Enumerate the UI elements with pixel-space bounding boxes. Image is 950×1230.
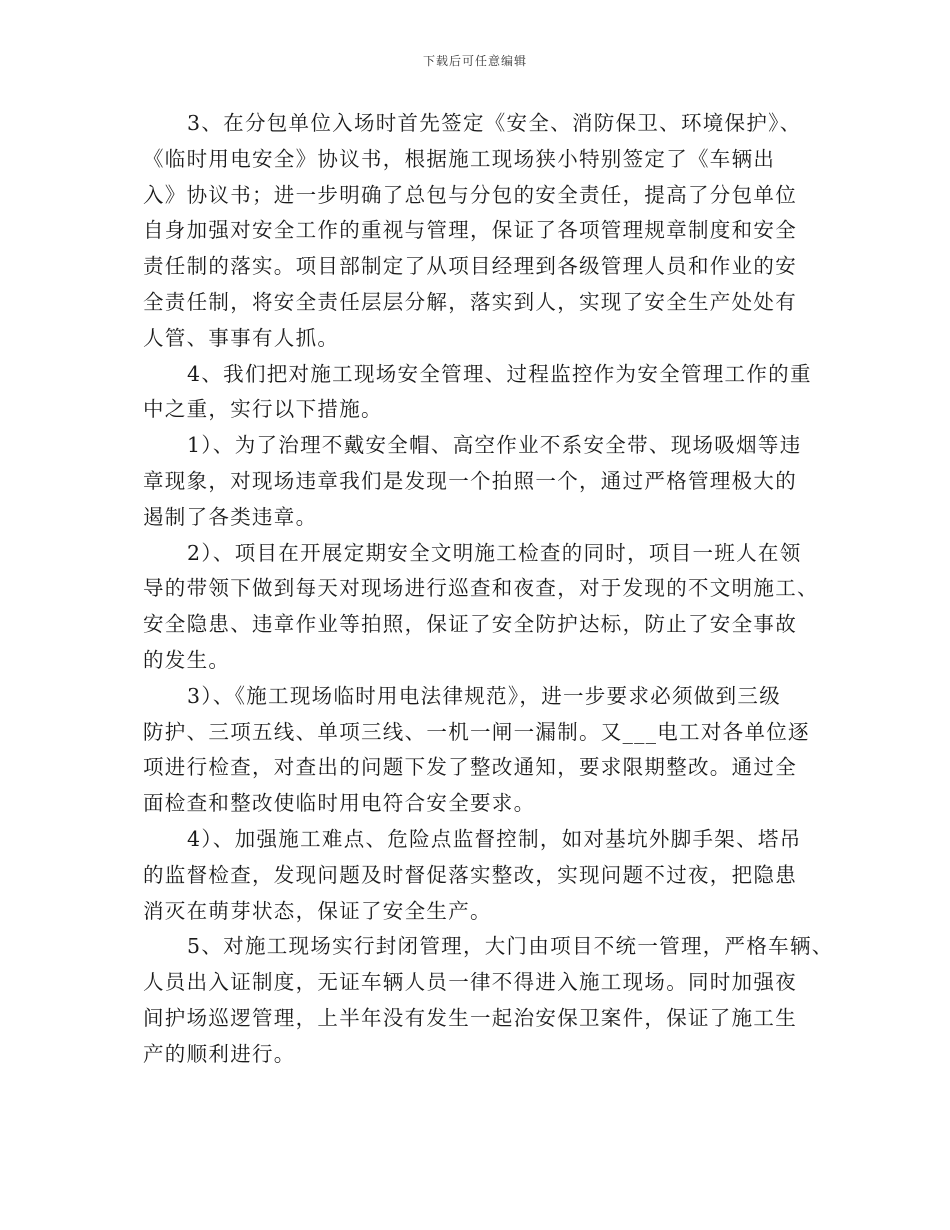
text-line: 《临时用电安全》协议书，根据施工现场狭小特别签定了《车辆出: [143, 146, 776, 171]
paragraph: [143, 106, 811, 357]
text-line: 1）、为了治理不戴安全帽、高空作业不系安全带、现场吸烟等违: [187, 433, 802, 458]
paragraph: [143, 536, 819, 679]
text-line: 面检查和整改使临时用电符合安全要求。: [143, 791, 536, 816]
text-line: 全责任制，将安全责任层层分解，落实到人，实现了安全生产处处有: [143, 289, 797, 314]
paragraph: [143, 929, 834, 1072]
text-line: 章现象，对现场违章我们是发现一个拍照一个，通过严格管理极大的: [143, 468, 797, 493]
text-line: 遏制了各类违章。: [143, 504, 318, 529]
text-line: 4、我们把对施工现场安全管理、过程监控作为安全管理工作的重: [187, 361, 812, 386]
paragraph: [143, 357, 811, 429]
text-line: 3）、《施工现场临时用电法律规范》，进一步要求必须做到三级: [187, 683, 781, 708]
text-line: 4）、加强施工难点、危险点监督控制，如对基坑外脚手架、塔吊: [187, 826, 802, 851]
paragraph: [143, 679, 811, 822]
text-line: 5、对施工现场实行封闭管理，大门由项目不统一管理，严格车辆、: [187, 934, 834, 959]
text-line: 自身加强对安全工作的重视与管理，保证了各项管理规章制度和安全: [143, 218, 797, 243]
page-header: 下载后可任意编辑: [422, 54, 527, 68]
text-line: 防护、三项五线、单项三线、一机一闸一漏制。又___电工对各单位逐: [143, 719, 810, 744]
text-line: 责任制的落实。项目部制定了从项目经理到各级管理人员和作业的安: [143, 254, 797, 279]
text-line: 的发生。: [143, 647, 231, 672]
text-line: 产的顺利进行。: [143, 1041, 296, 1066]
text-line: 导的带领下做到每天对现场进行巡查和夜查，对于发现的不文明施工、: [143, 576, 819, 601]
text-line: 入》协议书；进一步明确了总包与分包的安全责任，提高了分包单位: [143, 182, 797, 207]
document-body: [143, 106, 834, 1073]
text-line: 安全隐患、违章作业等拍照，保证了安全防护达标，防止了安全事故: [143, 612, 797, 637]
text-line: 3、在分包单位入场时首先签定《安全、消防保卫、环境保护》、: [187, 111, 802, 135]
text-line: 消灭在萌芽状态，保证了安全生产。: [143, 898, 492, 923]
text-line: 间护场巡逻管理，上半年没有发生一起治安保卫案件，保证了施工生: [143, 1005, 797, 1030]
text-line: 项进行检查，对查出的问题下发了整改通知，要求限期整改。通过全: [143, 755, 797, 780]
text-line: 人管、事事有人抓。: [143, 325, 340, 350]
text-line: 人员出入证制度，无证车辆人员一律不得进入施工现场。同时加强夜: [143, 970, 797, 995]
text-line: 2）、项目在开展定期安全文明施工检查的同时，项目一班人在领: [187, 540, 802, 565]
text-line: 的监督检查，发现问题及时督促落实整改，实现问题不过夜，把隐患: [143, 862, 797, 887]
paragraph: [143, 428, 811, 535]
text-line: 中之重，实行以下措施。: [143, 397, 383, 422]
paragraph: [143, 822, 811, 929]
